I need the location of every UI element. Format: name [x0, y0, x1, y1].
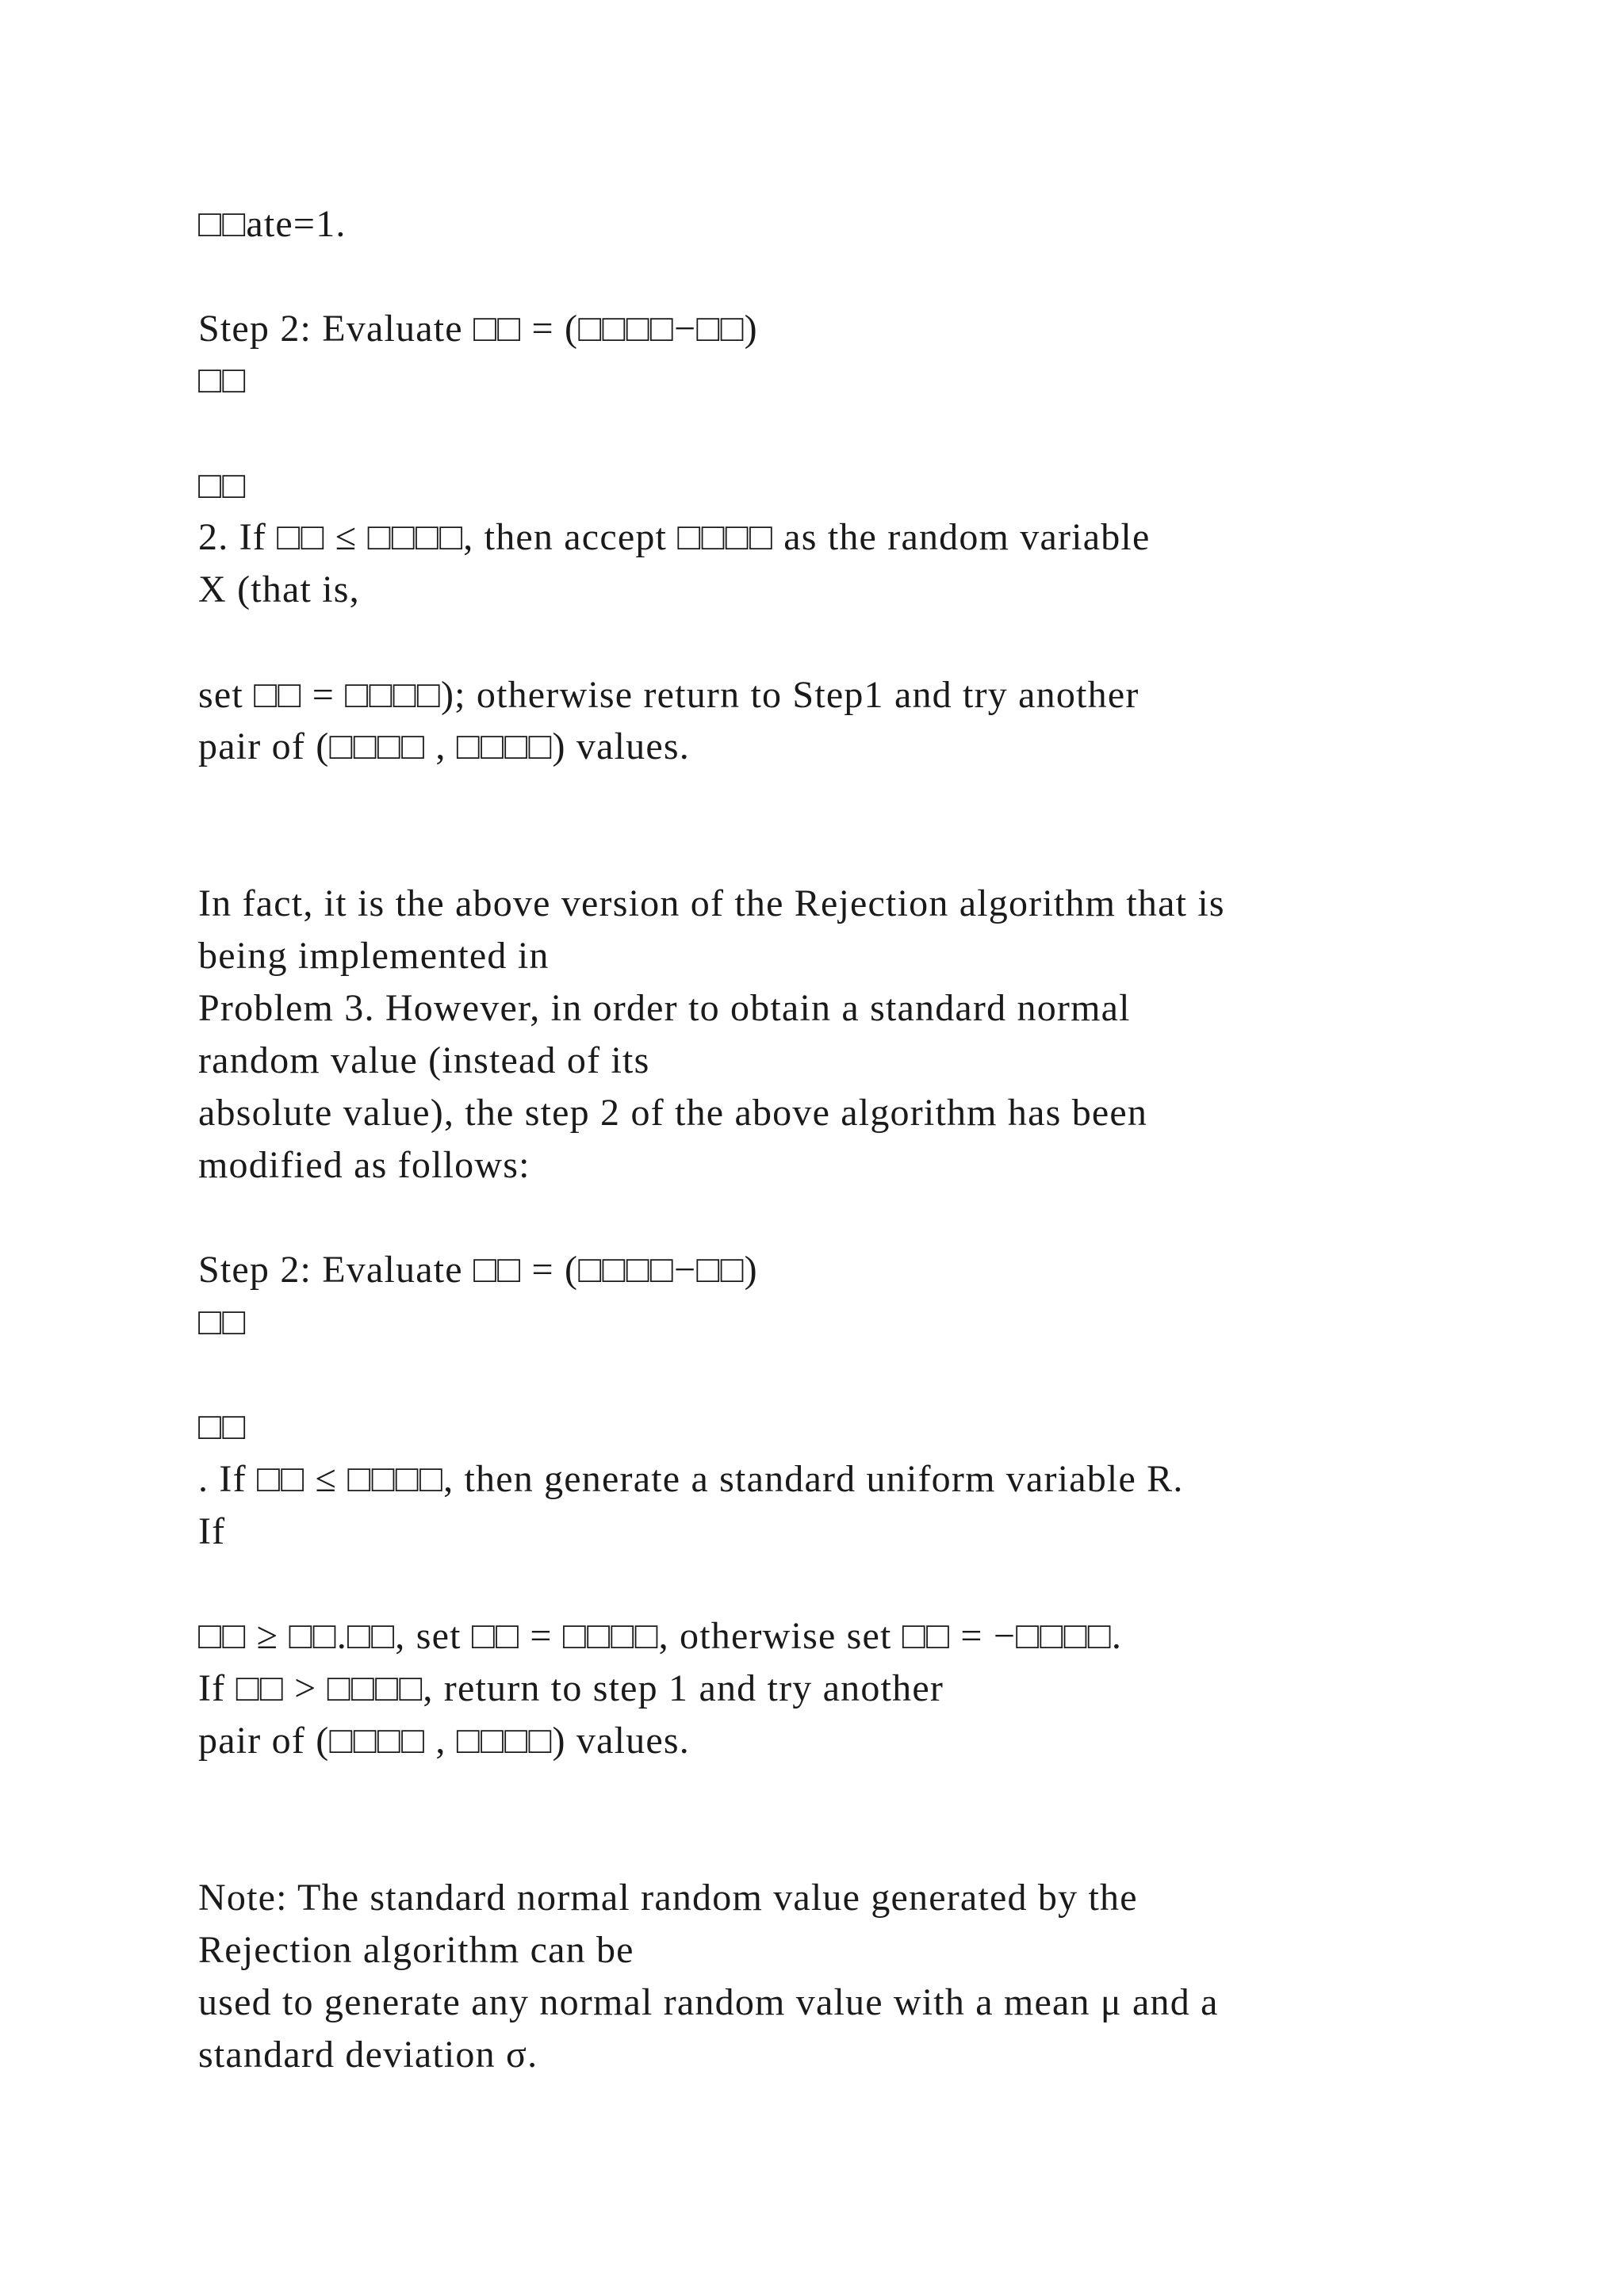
text-line: □□ — [198, 465, 247, 507]
text-line: absolute value), the step 2 of the above algorithm has been — [198, 1092, 1148, 1134]
text-line: □□ ≥ □□.□□, set □□ = □□□□, otherwise set □□ = −□□□□. — [198, 1615, 1123, 1657]
text-line: In fact, it is the above version of the Rejection algorithm that is — [198, 882, 1225, 924]
text-line: Rejection algorithm can be — [198, 1929, 634, 1971]
text-line: Problem 3. However, in order to obtain a standard normal — [198, 987, 1131, 1029]
text-line: Step 2: Evaluate □□ = (□□□□−□□) — [198, 1249, 758, 1291]
text-line: If □□ > □□□□, return to step 1 and try another — [198, 1667, 944, 1709]
text-line: used to generate any normal random value with a mean μ and a — [198, 1981, 1219, 2023]
text-line: set □□ = □□□□); otherwise return to Step1 and try another — [198, 674, 1139, 716]
text-line: □□ — [198, 1406, 247, 1448]
text-line: pair of (□□□□ , □□□□) values. — [198, 725, 690, 767]
text-line: modified as follows: — [198, 1144, 530, 1186]
text-line: Note: The standard normal random value generated by the — [198, 1877, 1138, 1919]
text-line: Step 2: Evaluate □□ = (□□□□−□□) — [198, 308, 758, 350]
text-line: X (that is, — [198, 568, 360, 610]
text-line: . If □□ ≤ □□□□, then generate a standard uniform variable R. — [198, 1458, 1184, 1500]
text-line: being implemented in — [198, 935, 550, 977]
text-line: random value (instead of its — [198, 1039, 650, 1081]
text-line: If — [198, 1510, 226, 1552]
text-line: pair of (□□□□ , □□□□) values. — [198, 1720, 690, 1762]
text-line: 2. If □□ ≤ □□□□, then accept □□□□ as the random variable — [198, 516, 1151, 558]
text-line: standard deviation σ. — [198, 2034, 538, 2076]
text-line: □□ — [198, 359, 247, 401]
text-line: □□ — [198, 1301, 247, 1343]
text-line: □□ate=1. — [198, 203, 347, 245]
